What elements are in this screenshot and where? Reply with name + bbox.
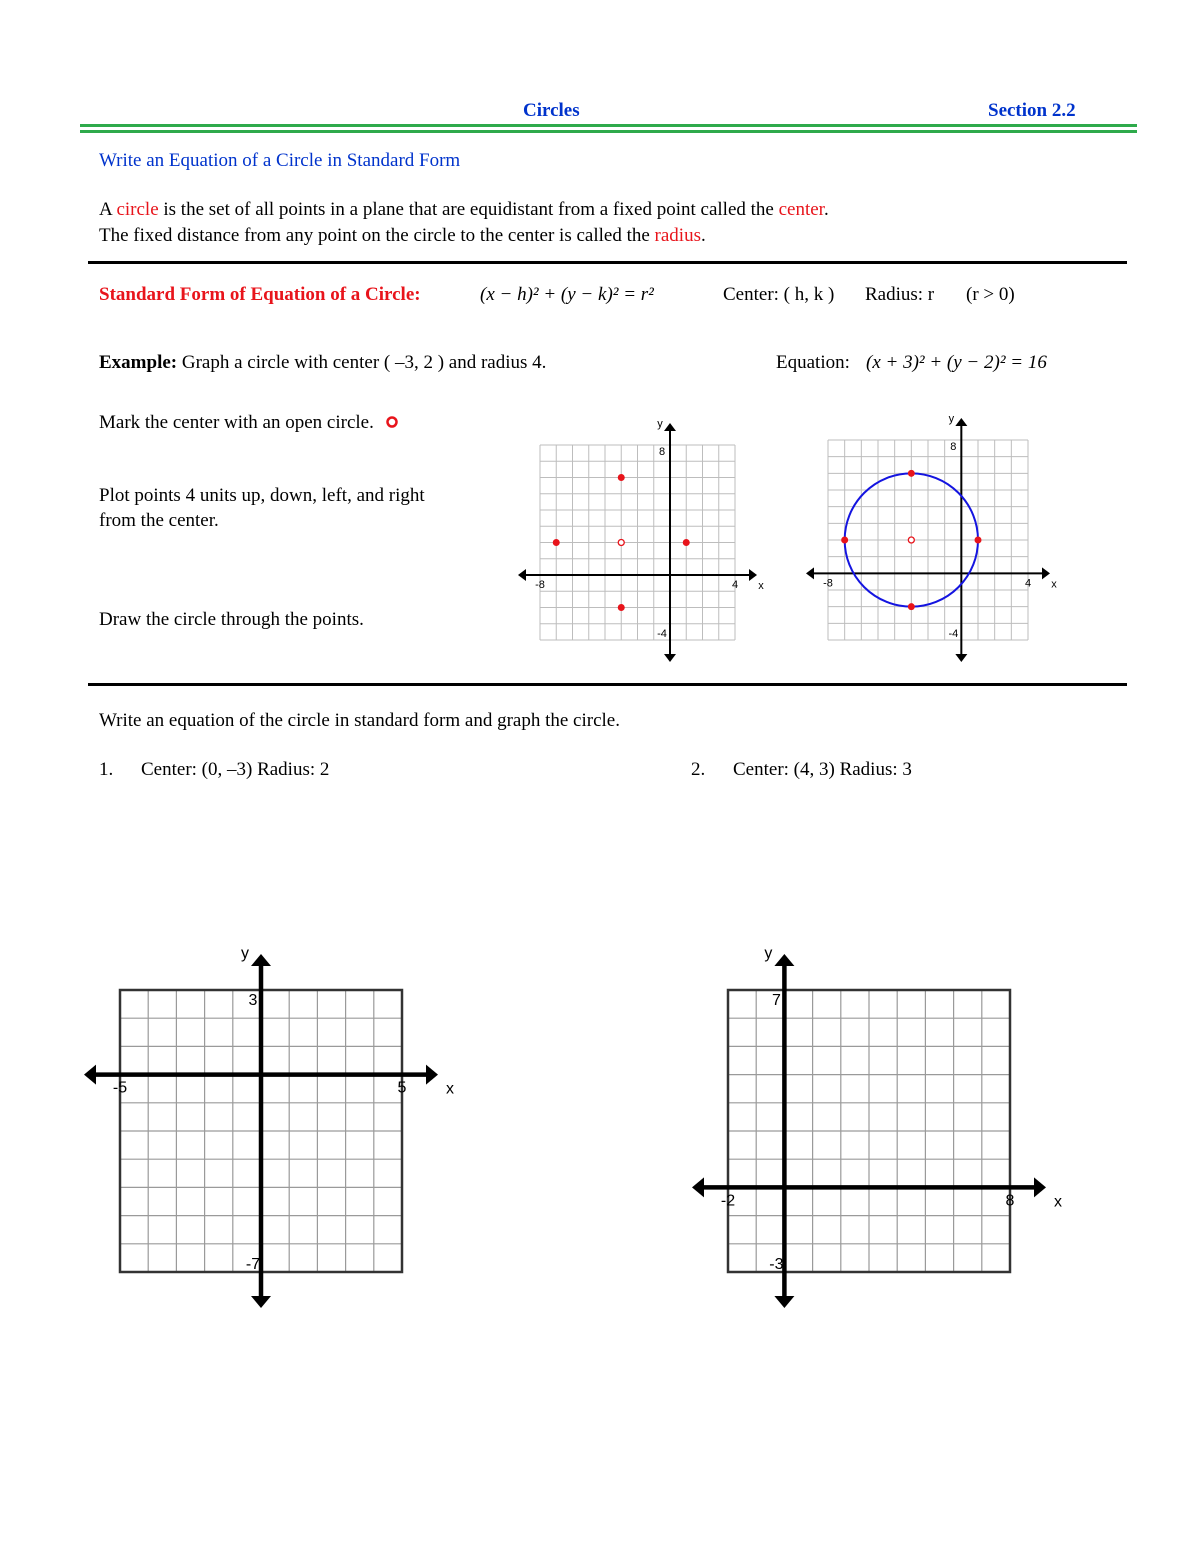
plotted-point <box>683 539 690 546</box>
plotted-point <box>908 603 915 610</box>
x-axis-arrow-left <box>84 1065 96 1085</box>
y-axis-label: y <box>764 945 773 962</box>
plotted-point <box>841 537 848 544</box>
y-tick-label-max: 8 <box>950 441 957 453</box>
standard-form-condition: (r > 0) <box>966 284 1015 305</box>
exercise-2-text: Center: (4, 3) Radius: 3 <box>733 759 912 780</box>
definition-line-2 <box>99 225 706 247</box>
y-axis-arrow-down <box>664 654 676 662</box>
y-tick-label-max: 3 <box>248 992 258 1009</box>
section-divider-2 <box>88 683 1127 686</box>
x-tick-label-max: 4 <box>1024 577 1032 590</box>
plotted-point <box>618 604 625 611</box>
exercise-2-number: 2. <box>691 759 706 780</box>
y-tick-label-max: 7 <box>771 992 781 1009</box>
y-axis-arrow-down <box>955 654 967 662</box>
def-text: The fixed distance from any point on the circle to the center is called the <box>99 225 655 246</box>
y-axis-arrow-up <box>955 418 967 426</box>
y-axis-label: y <box>948 413 955 425</box>
example-label: Example: <box>99 352 178 373</box>
plotted-point <box>618 474 625 481</box>
standard-form-label: Standard Form of Equation of a Circle: <box>99 284 421 305</box>
center-open-point <box>618 540 624 546</box>
term-center: center <box>778 199 824 220</box>
x-axis-label: x <box>1054 1193 1062 1211</box>
example-text: Graph a circle with center ( –3, 2 ) and radius 4. <box>181 352 547 373</box>
standard-form-radius: Radius: r <box>865 284 935 305</box>
step-draw-circle: Draw the circle through the points. <box>99 609 364 630</box>
example-circle-graph <box>800 405 1060 665</box>
exercise-instruction: Write an equation of the circle in standard form and graph the circle. <box>99 710 620 731</box>
exercise-1-text: Center: (0, –3) Radius: 2 <box>141 759 330 780</box>
y-axis-arrow-down <box>774 1296 794 1308</box>
x-axis-arrow-right <box>1034 1177 1046 1197</box>
x-axis-arrow-right <box>426 1065 438 1085</box>
y-axis-arrow-up <box>774 954 794 966</box>
step-mark-center <box>99 412 399 434</box>
y-axis-arrow-up <box>664 423 676 431</box>
example-statement <box>99 352 546 374</box>
section-divider-1 <box>88 261 1127 264</box>
standard-form-center: Center: ( h, k ) <box>723 284 835 305</box>
exercise-1-graph[interactable] <box>80 945 454 1315</box>
plotted-point <box>975 537 982 544</box>
section-label: Section 2.2 <box>988 100 1076 121</box>
center-open-point <box>908 537 914 543</box>
term-circle: circle <box>116 199 159 220</box>
definition-line-1 <box>99 199 829 221</box>
example-equation: (x + 3)² + (y − 2)² = 16 <box>866 352 1047 373</box>
y-axis-arrow-down <box>251 1296 271 1308</box>
def-text: is the set of all points in a plane that are equidistant from a fixed point called the <box>158 199 779 220</box>
y-tick-label-max: 8 <box>658 446 666 458</box>
exercise-1-number: 1. <box>99 759 114 780</box>
step-text: Mark the center with an open circle. <box>99 412 374 433</box>
def-text: . <box>700 225 706 246</box>
page-title: Circles <box>523 100 580 121</box>
x-tick-label-min: -8 <box>823 577 833 590</box>
step-plot-points-1: Plot points 4 units up, down, left, and right <box>99 485 425 506</box>
exercise-2-graph[interactable] <box>690 945 1060 1315</box>
header-rule-bottom <box>80 130 1137 133</box>
x-tick-label-max: 8 <box>1005 1192 1015 1210</box>
plotted-point <box>908 470 915 477</box>
y-axis-label: y <box>657 418 663 430</box>
x-axis-arrow-left <box>692 1177 704 1197</box>
y-tick-label-min: -7 <box>245 1256 261 1273</box>
x-axis-label: x <box>1051 578 1057 591</box>
header-rule-top <box>80 124 1137 127</box>
def-text: A <box>99 199 117 220</box>
y-tick-label-min: -4 <box>948 628 959 640</box>
step-plot-points-2: from the center. <box>99 510 219 531</box>
x-axis-label: x <box>758 580 764 592</box>
y-tick-label-min: -3 <box>769 1256 784 1273</box>
x-axis-arrow-right <box>1042 567 1050 579</box>
x-tick-label-max: 4 <box>731 579 739 591</box>
x-tick-label-min: -5 <box>112 1079 128 1097</box>
y-axis-label: y <box>241 945 249 962</box>
term-radius: radius <box>654 225 701 246</box>
x-axis-arrow-left <box>518 569 526 581</box>
x-axis-arrow-right <box>749 569 757 581</box>
x-tick-label-min: -8 <box>535 579 545 591</box>
y-tick-label-min: -4 <box>657 628 667 640</box>
x-axis-arrow-left <box>806 567 814 579</box>
x-axis-label: x <box>446 1080 454 1098</box>
example-points-graph <box>510 410 770 670</box>
x-tick-label-min: -2 <box>720 1192 736 1210</box>
open-circle-icon <box>385 415 399 429</box>
def-text: . <box>823 199 829 220</box>
example-equation-label: Equation: <box>776 352 850 373</box>
standard-form-equation: (x − h)² + (y − k)² = r² <box>480 284 654 305</box>
x-tick-label-max: 5 <box>397 1079 407 1097</box>
plotted-point <box>553 539 560 546</box>
y-axis-arrow-up <box>251 954 271 966</box>
subtitle: Write an Equation of a Circle in Standard Form <box>99 150 461 171</box>
